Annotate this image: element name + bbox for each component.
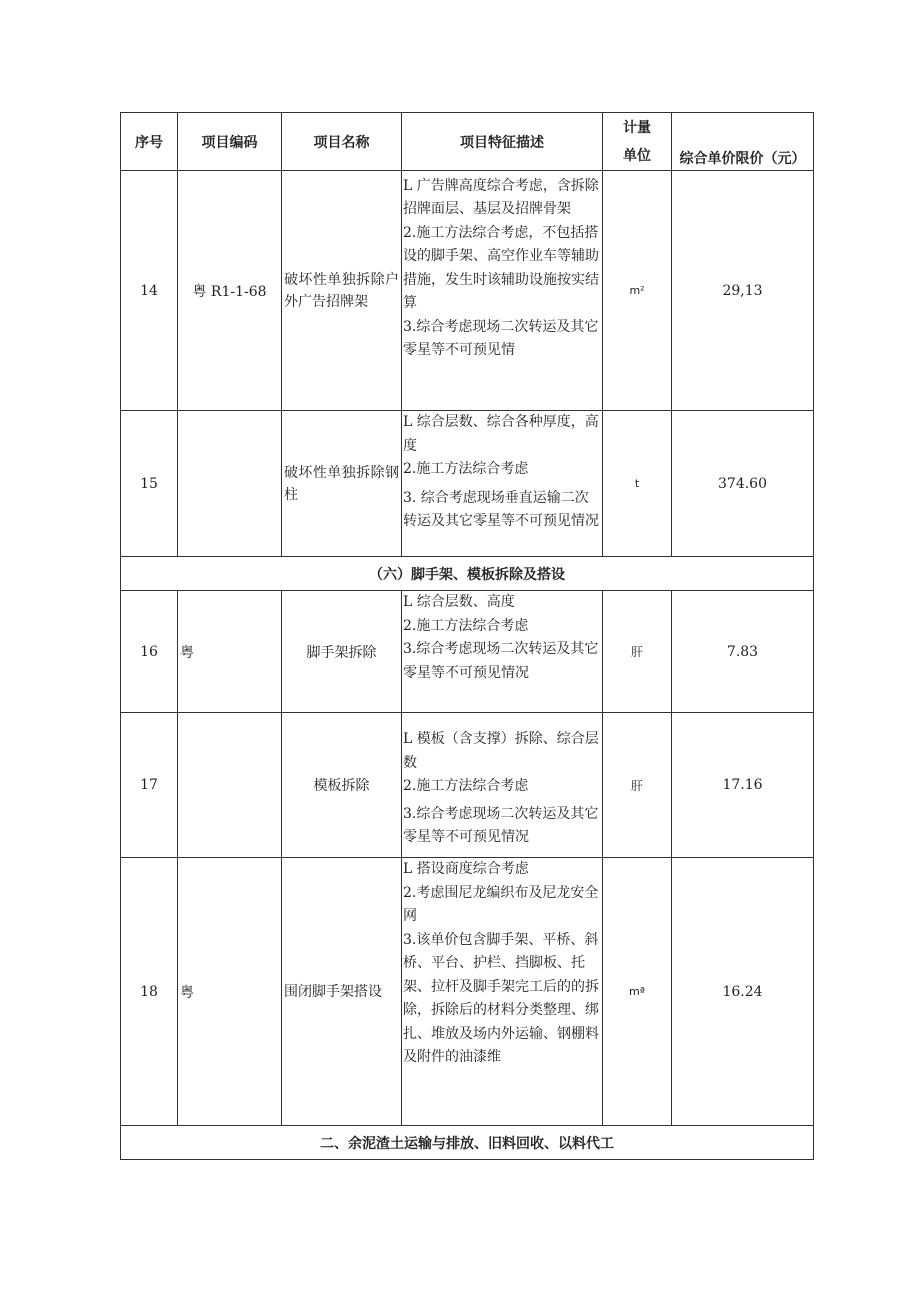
price-limit-table: [120, 112, 814, 1160]
desc-line: 3.综合考虑现场二次转运及其它零星等不可预见情况: [403, 641, 599, 681]
row-desc: [402, 591, 603, 713]
row-price: 7.83: [672, 591, 814, 713]
row-seq: 18: [121, 858, 178, 1126]
desc-line: L 广告牌高度综合考虑，含拆除招牌面层、基层及招牌骨架: [403, 177, 599, 217]
row-price: 16.24: [672, 858, 814, 1126]
row-name: 破坏性单独拆除户外广告招牌架: [282, 171, 402, 411]
header-unit-line1: 计量: [623, 119, 651, 136]
row-unit: 肝: [603, 713, 672, 858]
section-row: [121, 557, 814, 591]
desc-line: 2.施工方法综合考虑: [403, 617, 529, 634]
table-row: [121, 713, 814, 858]
desc-line: 3.综合考虑现场二次转运及其它零星等不可预见情况: [403, 805, 599, 845]
section-title-2: 二、余泥渣土运输与排放、旧料回收、以料代工: [121, 1126, 814, 1160]
desc-line: L 搭设商度综合考虑: [403, 861, 529, 877]
desc-line: 2.施工方法综合考虑: [403, 461, 529, 477]
row-unit: 肝: [603, 591, 672, 713]
table-row: [121, 171, 814, 411]
row-unit: mª: [603, 858, 672, 1126]
desc-line: 3.综合考虑现场二次转运及其它零星等不可预见情: [403, 318, 599, 358]
header-desc: 项目特征描述: [402, 113, 603, 171]
header-unit: [603, 113, 672, 171]
row-code: [178, 713, 282, 858]
row-code: 粤: [178, 591, 282, 713]
row-code: 粤: [178, 858, 282, 1126]
row-seq: 15: [121, 411, 178, 557]
row-seq: 14: [121, 171, 178, 411]
row-code: [178, 411, 282, 557]
section-row: [121, 1126, 814, 1160]
row-price: 17.16: [672, 713, 814, 858]
row-price: 374.60: [672, 411, 814, 557]
row-name: 围闭脚手架搭设: [282, 858, 402, 1126]
header-name: 项目名称: [282, 113, 402, 171]
header-code: 项目编码: [178, 113, 282, 171]
row-name: 破坏性单独拆除钢柱: [282, 411, 402, 557]
row-code: 粤 R1-1-68: [178, 171, 282, 411]
row-desc: [402, 858, 603, 1126]
row-unit: t: [603, 411, 672, 557]
table-row: [121, 411, 814, 557]
desc-line: 3.该单价包含脚手架、平桥、斜桥、平台、护栏、挡脚板、托架、拉杆及脚手架完工后的的拆除，拆除后的材料分类整理、绑扎、堆放及场内外运输、钢棚料及附件的油漆维: [403, 931, 599, 1065]
desc-line: 2.施工方法综合考虑，不包括搭设的脚手架、高空作业车等辅助措施，发生时该辅助设施按实结算: [403, 224, 599, 311]
desc-line: 2.施工方法综合考虑: [403, 778, 529, 794]
row-name: 模板拆除: [282, 713, 402, 858]
row-unit: m²: [603, 171, 672, 411]
table-row: [121, 858, 814, 1126]
row-seq: 17: [121, 713, 178, 858]
header-price: 综合单价限价（元）: [672, 113, 814, 171]
table-row: [121, 591, 814, 713]
desc-line: 3. 综合考虑现场垂直运输二次转运及其它零星等不可预见情况: [403, 489, 599, 529]
row-name: 脚手架拆除: [282, 591, 402, 713]
desc-line: 2.考虑围尼龙编织布及尼龙安全网: [403, 884, 599, 924]
row-desc: [402, 171, 603, 411]
row-price: 29,13: [672, 171, 814, 411]
desc-line: L 综合层数、综合各种厚度，高度: [403, 414, 599, 454]
table-header-row: [121, 113, 814, 171]
header-unit-line2: 单位: [623, 147, 651, 164]
row-desc: [402, 713, 603, 858]
row-desc: [402, 411, 603, 557]
desc-line: L 综合层数、高度: [403, 594, 515, 610]
row-seq: 16: [121, 591, 178, 713]
section-title-6: （六）脚手架、模板拆除及搭设: [121, 557, 814, 591]
header-seq: 序号: [121, 113, 178, 171]
desc-line: L 模板（含支撑）拆除、综合层数: [403, 731, 599, 771]
